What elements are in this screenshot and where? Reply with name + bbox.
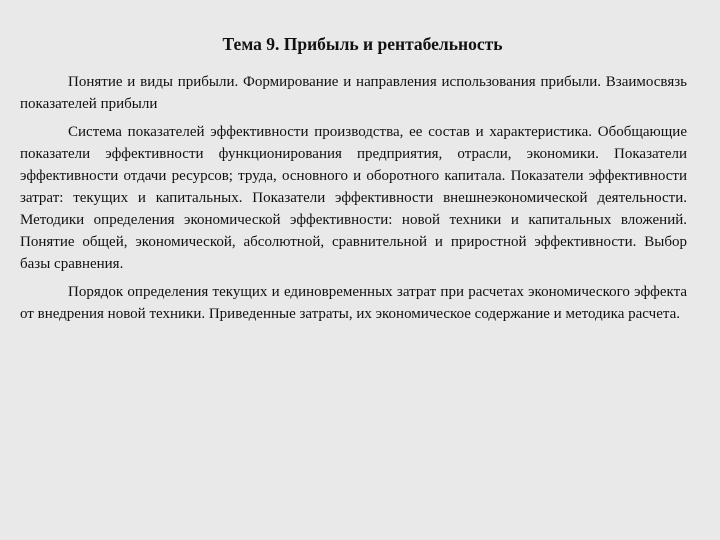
paragraph-profit-types: Понятие и виды прибыли. Формирование и направления использования прибыли. Взаимосвязь показателей прибыли <box>20 74 687 112</box>
paragraph-efficiency-system: Система показателей эффективности производства, ее состав и характеристика. Обобщающие показатели эффективности функционирования предприятия, отрасли, экономики. Показатели эффективности отдачи ресурсов; труда, основного и оборотного капитала. Показатели эффективности затрат: текущих и капитальных. Показатели эффективности внешнеэкономической деятельности. Методики определения экономической эффективности: новой техники и капитальных вложений. Понятие общей, экономической, абсолютной, сравнительной и приростной эффективности. Выбор базы сравнения. <box>20 124 687 272</box>
paragraph-cost-procedure: Порядок определения текущих и единовременных затрат при расчетах экономического эффекта от внедрения новой техники. Приведенные затраты, их экономическое содержание и методика расчета. <box>20 284 687 322</box>
page-title: Тема 9. Прибыль и рентабельность <box>222 34 503 54</box>
